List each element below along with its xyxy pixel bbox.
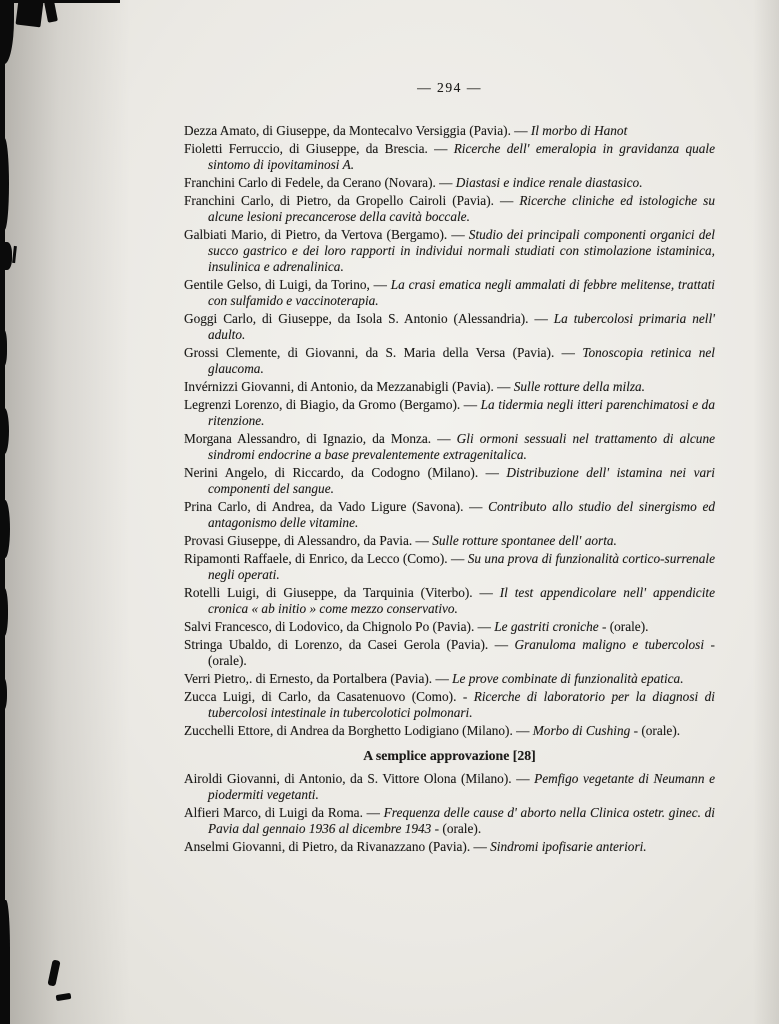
- list-item: [184, 345, 715, 377]
- scan-artifact: [0, 900, 10, 1024]
- list-item: [184, 193, 715, 225]
- entry-thesis-title: La crasi ematica negli ammalati di febbre melitense, trattati con sulfamido e vaccinoterapia.: [208, 277, 715, 308]
- list-item: [184, 141, 715, 173]
- entry-thesis-title: Gli ormoni sessuali nel trattamento di alcune sindromi endocrine a base prevalentemente extragenitalica.: [208, 431, 716, 462]
- page-number: — 294 —: [417, 80, 482, 95]
- list-item: [184, 123, 715, 139]
- scan-artifact: [16, 0, 44, 27]
- entry-name: Legrenzi Lorenzo, di Biagio, da Gromo (Bergamo). —: [184, 397, 481, 412]
- page-content: [184, 80, 715, 857]
- entry-thesis-title: Il morbo di Hanot: [530, 123, 628, 138]
- entry-name: Salvi Francesco, di Lodovico, da Chignolo Po (Pavia). —: [184, 619, 495, 634]
- entry-thesis-title: La tidermia negli itteri parenchimatosi e da ritenzione.: [208, 397, 715, 428]
- section-heading: A semplice approvazione [28]: [363, 748, 536, 763]
- entry-list-main: [184, 123, 715, 739]
- list-item: [184, 379, 715, 395]
- entry-name: Provasi Giuseppe, di Alessandro, da Pavia. —: [184, 533, 433, 548]
- scan-artifact: [56, 993, 72, 1001]
- entry-thesis-title: Diastasi e indice renale diastasico.: [455, 175, 643, 190]
- entry-thesis-title: Le gastriti croniche: [494, 619, 599, 634]
- entry-name: Goggi Carlo, di Giuseppe, da Isola S. Antonio (Alessandria). —: [184, 311, 554, 326]
- scan-artifact: [44, 0, 58, 23]
- entry-thesis-title: Granuloma maligno e tubercolosi: [514, 637, 705, 652]
- entry-thesis-title: Pemfigo vegetante di Neumann e piodermiti vegetanti.: [208, 771, 715, 802]
- entry-thesis-title: Sulle rotture della milza.: [513, 379, 645, 394]
- entry-name: Fioletti Ferruccio, di Giuseppe, da Brescia. —: [184, 141, 454, 156]
- list-item: [184, 671, 715, 687]
- entry-thesis-title: Sulle rotture spontanee dell' aorta.: [432, 533, 617, 548]
- scan-artifact: [0, 0, 14, 64]
- scan-artifact: [0, 242, 12, 270]
- entry-name: Galbiati Mario, di Pietro, da Vertova (Bergamo). —: [184, 227, 469, 242]
- entry-name: Franchini Carlo, di Pietro, da Gropello Cairoli (Pavia). —: [184, 193, 520, 208]
- entry-name: Rotelli Luigi, di Giuseppe, da Tarquinia (Viterbo). —: [184, 585, 500, 600]
- entry-thesis-title: Ricerche di laboratorio per la diagnosi di tubercolosi intestinale in tubercolotici polmonari.: [208, 689, 715, 720]
- entry-name: Nerini Angelo, di Riccardo, da Codogno (Milano). —: [184, 465, 507, 480]
- list-item: [184, 771, 715, 803]
- entry-thesis-title: Ricerche dell' emeralopia in gravidanza quale sintomo di ipovitaminosi A.: [208, 141, 715, 172]
- entry-tail: - (orale).: [630, 723, 681, 738]
- list-item: [184, 397, 715, 429]
- entry-thesis-title: Frequenza delle cause d' aborto nella Clinica ostetr. ginec. di Pavia dal gennaio 1936 al dicembre 1943: [208, 805, 715, 836]
- entry-thesis-title: La tubercolosi primaria nell' adulto.: [208, 311, 715, 342]
- entry-name: Invérnizzi Giovanni, di Antonio, da Mezzanabigli (Pavia). —: [184, 379, 514, 394]
- list-item: [184, 465, 715, 497]
- entry-name: Alfieri Marco, di Luigi da Roma. —: [184, 805, 384, 820]
- list-item: [184, 839, 715, 855]
- list-item: [184, 551, 715, 583]
- list-item: [184, 431, 715, 463]
- list-item: [184, 175, 715, 191]
- entry-name: Prina Carlo, di Andrea, da Vado Ligure (Savona). —: [184, 499, 489, 514]
- entry-thesis-title: Distribuzione dell' istamina nei vari componenti del sangue.: [208, 465, 715, 496]
- scan-artifact: [0, 500, 10, 558]
- list-item: [184, 311, 715, 343]
- entry-name: Zucca Luigi, di Carlo, da Casatenuovo (Como). -: [184, 689, 474, 704]
- entry-tail: - (orale).: [431, 821, 482, 836]
- entry-name: Dezza Amato, di Giuseppe, da Montecalvo Versiggia (Pavia). —: [184, 123, 531, 138]
- list-item: [184, 277, 715, 309]
- scan-artifact: [0, 330, 7, 366]
- entry-name: Airoldi Giovanni, di Antonio, da S. Vittore Olona (Milano). —: [184, 771, 535, 786]
- scan-artifact: [0, 138, 9, 230]
- entry-name: Gentile Gelso, di Luigi, da Torino, —: [184, 277, 391, 292]
- entry-name: Grossi Clemente, di Giovanni, da S. Maria della Versa (Pavia). —: [184, 345, 583, 360]
- entry-tail: - (orale).: [598, 619, 649, 634]
- entry-name: Stringa Ubaldo, di Lorenzo, da Casei Gerola (Pavia). —: [184, 637, 515, 652]
- entry-thesis-title: Contributo allo studio del sinergismo ed antagonismo delle vitamine.: [208, 499, 715, 530]
- scan-artifact: [47, 959, 60, 986]
- list-item: [184, 499, 715, 531]
- scan-artifact: [0, 678, 7, 710]
- entry-thesis-title: Morbo di Cushing: [532, 723, 631, 738]
- entry-list-approvazione: [184, 771, 715, 855]
- entry-name: Morgana Alessandro, di Ignazio, da Monza. —: [184, 431, 457, 446]
- entry-name: Zucchelli Ettore, di Andrea da Borghetto Lodigiano (Milano). —: [184, 723, 533, 738]
- entry-name: Anselmi Giovanni, di Pietro, da Rivanazzano (Pavia). —: [184, 839, 491, 854]
- scan-artifact: [0, 588, 8, 636]
- list-item: [184, 585, 715, 617]
- entry-thesis-title: Le prove combinate di funzionalità epatica.: [452, 671, 684, 686]
- list-item: [184, 533, 715, 549]
- entry-tail: - (orale).: [208, 637, 715, 668]
- entry-thesis-title: Sindromi ipofisarie anteriori.: [490, 839, 647, 854]
- list-item: [184, 689, 715, 721]
- entry-thesis-title: Ricerche cliniche ed istologiche su alcune lesioni precancerose della cavità boccale.: [208, 193, 715, 224]
- list-item: [184, 619, 715, 635]
- entry-thesis-title: Studio dei principali componenti organici del succo gastrico e dei loro rapporti in individui normali studiati con stimolazione istaminica, insulinica e adrenalinica.: [208, 227, 715, 274]
- page-edge-shade: [753, 0, 779, 1024]
- list-item: [184, 227, 715, 275]
- scan-artifact: [12, 246, 17, 263]
- entry-name: Franchini Carlo di Fedele, da Cerano (Novara). —: [184, 175, 456, 190]
- entry-thesis-title: Su una prova di funzionalità cortico-surrenale negli operati.: [208, 551, 715, 582]
- entry-name: Ripamonti Raffaele, di Enrico, da Lecco (Como). —: [184, 551, 468, 566]
- list-item: [184, 805, 715, 837]
- scan-artifact: [0, 0, 120, 3]
- entry-thesis-title: Tonoscopia retinica nel glaucoma.: [208, 345, 715, 376]
- scan-artifact: [0, 408, 9, 454]
- entry-name: Verri Pietro,. di Ernesto, da Portalbera (Pavia). —: [184, 671, 453, 686]
- list-item: [184, 723, 715, 739]
- entry-thesis-title: Il test appendicolare nell' appendicite cronica « ab initio » come mezzo conservativo.: [208, 585, 715, 616]
- list-item: [184, 637, 715, 669]
- binding-gutter-shadow: [0, 0, 130, 1024]
